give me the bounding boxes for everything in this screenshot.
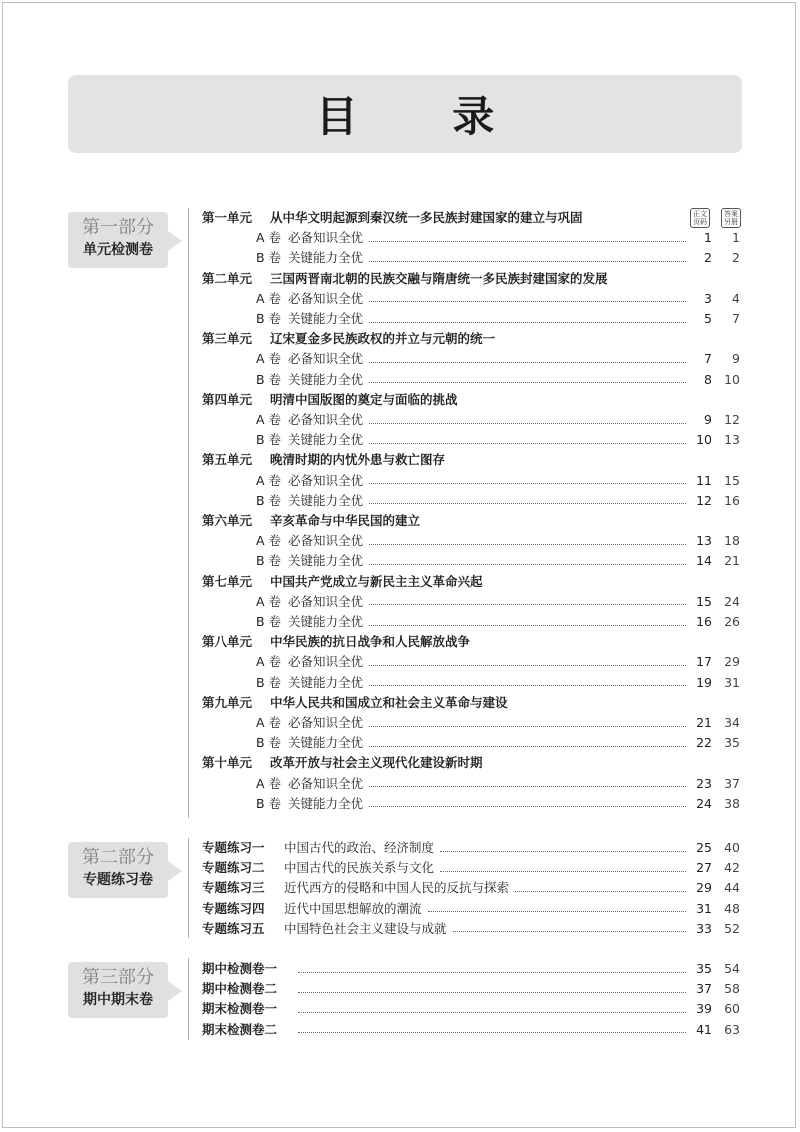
leader-dots (369, 423, 686, 424)
answer-page-number: 52 (724, 920, 740, 936)
volume-tag: B 卷 (256, 735, 282, 751)
leader-dots (453, 931, 686, 932)
leader-dots (369, 786, 686, 787)
topic-tag: 专题练习三 (202, 880, 265, 896)
topic-tag: 专题练习一 (202, 840, 265, 855)
leader-dots (298, 992, 686, 993)
topic-title: 中国古代的政治、经济制度 (284, 840, 435, 855)
leader-dots (369, 382, 686, 383)
page-number: 2 (704, 250, 712, 266)
toc-entry[interactable] (202, 309, 740, 329)
topic-title: 中国特色社会主义建设与成就 (284, 920, 447, 936)
answer-page-number: 21 (724, 553, 740, 569)
volume-tag: A 卷 (256, 351, 282, 367)
entry-label: 关键能力全优 (288, 795, 364, 811)
part-label-1 (68, 212, 168, 268)
entry-label: 关键能力全优 (288, 371, 364, 387)
volume-tag: A 卷 (256, 775, 282, 791)
toc-entry[interactable] (202, 713, 740, 733)
unit-tag: 第六单元 (202, 513, 253, 528)
answer-page-number: 9 (732, 351, 740, 367)
toc-entry[interactable] (202, 652, 740, 672)
exam-tag: 期中检测卷二 (202, 981, 278, 997)
unit-heading[interactable] (202, 329, 740, 349)
page-number: 27 (696, 860, 712, 876)
toc-entry[interactable] (202, 531, 740, 551)
answer-page-number: 13 (724, 432, 740, 448)
page-number: 8 (704, 371, 712, 387)
page-number: 29 (696, 880, 712, 896)
entry-label: 关键能力全优 (288, 492, 364, 508)
volume-tag: A 卷 (256, 715, 282, 730)
page-number: 22 (696, 735, 712, 751)
part-subtitle: 单元检测卷 (83, 242, 153, 258)
leader-dots (298, 972, 686, 973)
page-number: 5 (704, 311, 712, 326)
answer-page-number: 10 (724, 371, 740, 387)
entry-label: 关键能力全优 (288, 553, 364, 569)
leader-dots (369, 746, 686, 747)
exam-tag: 期中检测卷一 (202, 961, 278, 976)
page-number: 19 (696, 674, 712, 690)
unit-heading[interactable] (202, 269, 740, 289)
unit-heading[interactable] (202, 693, 740, 713)
answer-page-number: 37 (724, 775, 740, 791)
toc-entry[interactable] (202, 248, 740, 268)
answer-page-number: 31 (724, 674, 740, 690)
page-number: 11 (696, 472, 712, 488)
page-number: 17 (696, 654, 712, 670)
answer-page-number: 63 (724, 1021, 740, 1037)
leader-dots (369, 665, 686, 666)
answer-page-number: 26 (724, 614, 740, 629)
unit-tag: 第四单元 (202, 391, 253, 407)
leader-dots (440, 871, 686, 872)
volume-tag: B 卷 (256, 553, 282, 569)
toc-entry[interactable] (202, 370, 740, 390)
toc-entry[interactable] (202, 774, 740, 794)
page-number: 7 (704, 351, 712, 367)
answer-page-number: 58 (724, 981, 740, 997)
unit-title: 中华人民共和国成立和社会主义革命与建设 (270, 694, 508, 710)
text-page-header-badge: 正文页码 (690, 208, 710, 228)
leader-dots (369, 726, 686, 727)
page-number: 1 (704, 230, 712, 246)
leader-dots (369, 322, 686, 323)
topic-tag: 专题练习五 (202, 920, 265, 936)
answer-page-number: 38 (724, 795, 740, 811)
unit-title: 辽宋夏金多民族政权的并立与元朝的统一 (270, 331, 496, 347)
volume-tag: B 卷 (256, 311, 282, 326)
exam-entry[interactable] (202, 979, 740, 999)
unit-title: 中华民族的抗日战争和人民解放战争 (270, 634, 471, 650)
part-label-3 (68, 962, 168, 1018)
unit-title: 从中华文明起源到秦汉统一多民族封建国家的建立与巩固 (270, 210, 583, 225)
entry-label: 必备知识全优 (288, 654, 364, 670)
topic-entry[interactable] (202, 919, 740, 939)
topic-title: 中国古代的民族关系与文化 (284, 860, 435, 876)
leader-dots (428, 911, 686, 912)
unit-heading[interactable] (202, 450, 740, 470)
unit-heading[interactable] (202, 572, 740, 592)
page-number: 35 (696, 961, 712, 976)
page-number: 41 (696, 1021, 712, 1037)
answer-page-number: 7 (732, 311, 740, 326)
title-banner (68, 75, 742, 153)
part-name: 第二部分 (82, 847, 154, 868)
answer-page-number: 44 (724, 880, 740, 896)
topic-tag: 专题练习四 (202, 900, 265, 916)
page-number: 10 (696, 432, 712, 448)
unit-title: 中国共产党成立与新民主主义革命兴起 (270, 573, 483, 589)
entry-label: 关键能力全优 (288, 311, 364, 326)
page-number: 16 (696, 614, 712, 629)
topic-title: 近代中国思想解放的潮流 (284, 900, 422, 916)
page-number: 23 (696, 775, 712, 791)
answer-page-number: 15 (724, 472, 740, 488)
toc-entry[interactable] (202, 551, 740, 571)
page-title: 目 录 (315, 92, 535, 141)
unit-heading[interactable] (202, 208, 740, 228)
topic-entry[interactable] (202, 858, 740, 878)
entry-label: 必备知识全优 (288, 412, 364, 427)
volume-tag: A 卷 (256, 230, 282, 246)
answer-page-number: 16 (724, 492, 740, 508)
volume-tag: B 卷 (256, 674, 282, 690)
answer-page-number: 2 (732, 250, 740, 266)
leader-dots (369, 241, 686, 242)
unit-title: 辛亥革命与中华民国的建立 (270, 513, 421, 528)
volume-tag: B 卷 (256, 250, 282, 266)
answer-page-number: 35 (724, 735, 740, 751)
unit-heading[interactable] (202, 511, 740, 531)
toc-entry[interactable] (202, 471, 740, 491)
unit-tag: 第八单元 (202, 634, 253, 650)
answer-page-number: 42 (724, 860, 740, 876)
leader-dots (369, 806, 686, 807)
answer-page-number: 12 (724, 412, 740, 427)
leader-dots (369, 362, 686, 363)
entry-label: 必备知识全优 (288, 715, 364, 730)
leader-dots (369, 483, 686, 484)
volume-tag: A 卷 (256, 533, 282, 549)
unit-tag: 第一单元 (202, 210, 253, 225)
leader-dots (515, 891, 686, 892)
unit-tag: 第九单元 (202, 694, 253, 710)
answer-page-number: 24 (724, 593, 740, 609)
exam-entry[interactable] (202, 999, 740, 1019)
leader-dots (440, 851, 686, 852)
leader-dots (369, 604, 686, 605)
toc-entry[interactable] (202, 612, 740, 632)
volume-tag: A 卷 (256, 472, 282, 488)
entry-label: 必备知识全优 (288, 533, 364, 549)
entry-label: 必备知识全优 (288, 290, 364, 306)
unit-tag: 第七单元 (202, 573, 253, 589)
section-divider-3 (188, 958, 189, 1040)
toc-entry[interactable] (202, 349, 740, 369)
topic-entry[interactable] (202, 899, 740, 919)
entry-label: 关键能力全优 (288, 250, 364, 266)
volume-tag: A 卷 (256, 654, 282, 670)
leader-dots (369, 685, 686, 686)
leader-dots (298, 1012, 686, 1013)
unit-title: 晚清时期的内忧外患与救亡图存 (270, 452, 446, 468)
answer-page-number: 4 (732, 290, 740, 306)
topic-entry[interactable] (202, 838, 740, 858)
entry-label: 必备知识全优 (288, 230, 364, 246)
leader-dots (369, 544, 686, 545)
entry-label: 关键能力全优 (288, 674, 364, 690)
exam-entry[interactable] (202, 1020, 740, 1040)
unit-title: 明清中国版图的奠定与面临的挑战 (270, 391, 458, 407)
page-number: 39 (696, 1001, 712, 1017)
entry-label: 必备知识全优 (288, 775, 364, 791)
section-divider-2 (188, 838, 189, 938)
leader-dots (369, 261, 686, 262)
topic-tag: 专题练习二 (202, 860, 265, 876)
answer-page-number: 48 (724, 900, 740, 916)
entry-label: 关键能力全优 (288, 432, 364, 448)
page-number: 25 (696, 840, 712, 855)
volume-tag: A 卷 (256, 593, 282, 609)
unit-tag: 第二单元 (202, 270, 253, 286)
page-number: 24 (696, 795, 712, 811)
page-number: 15 (696, 593, 712, 609)
unit-title: 三国两晋南北朝的民族交融与隋唐统一多民族封建国家的发展 (270, 270, 608, 286)
part-name: 第一部分 (82, 217, 154, 238)
volume-tag: A 卷 (256, 290, 282, 306)
unit-title: 改革开放与社会主义现代化建设新时期 (270, 755, 483, 771)
toc-entry[interactable] (202, 430, 740, 450)
leader-dots (369, 625, 686, 626)
unit-tag: 第十单元 (202, 755, 253, 771)
toc-entry[interactable] (202, 410, 740, 430)
entry-label: 必备知识全优 (288, 593, 364, 609)
page-number: 37 (696, 981, 712, 997)
part-name: 第三部分 (82, 967, 154, 988)
page-number: 31 (696, 900, 712, 916)
section-divider-1 (188, 208, 189, 818)
answer-page-number: 60 (724, 1001, 740, 1017)
exam-tag: 期末检测卷二 (202, 1021, 278, 1037)
page-number: 33 (696, 920, 712, 936)
part-label-2 (68, 842, 168, 898)
volume-tag: B 卷 (256, 492, 282, 508)
answer-page-number: 1 (732, 230, 740, 246)
topic-entry[interactable] (202, 878, 740, 898)
answer-page-header-badge: 答案另册 (721, 208, 741, 228)
unit-tag: 第三单元 (202, 331, 253, 347)
answer-page-number: 29 (724, 654, 740, 670)
volume-tag: B 卷 (256, 371, 282, 387)
entry-label: 关键能力全优 (288, 614, 364, 629)
entry-label: 必备知识全优 (288, 351, 364, 367)
entry-label: 必备知识全优 (288, 472, 364, 488)
page-number: 14 (696, 553, 712, 569)
exam-tag: 期末检测卷一 (202, 1001, 278, 1017)
volume-tag: A 卷 (256, 412, 282, 427)
answer-page-number: 54 (724, 961, 740, 976)
toc-entry[interactable] (202, 673, 740, 693)
entry-label: 关键能力全优 (288, 735, 364, 751)
leader-dots (369, 564, 686, 565)
answer-page-number: 34 (724, 715, 740, 730)
page-number: 12 (696, 492, 712, 508)
answer-page-number: 40 (724, 840, 740, 855)
page-number: 3 (704, 290, 712, 306)
toc-entry[interactable] (202, 289, 740, 309)
part-subtitle: 期中期末卷 (83, 992, 153, 1008)
unit-heading[interactable] (202, 753, 740, 773)
leader-dots (369, 301, 686, 302)
toc-entry[interactable] (202, 228, 740, 248)
volume-tag: B 卷 (256, 795, 282, 811)
page-number: 21 (696, 715, 712, 730)
topic-title: 近代西方的侵略和中国人民的反抗与探索 (284, 880, 510, 896)
volume-tag: B 卷 (256, 432, 282, 448)
answer-page-number: 18 (724, 533, 740, 549)
leader-dots (298, 1032, 686, 1033)
leader-dots (369, 503, 686, 504)
leader-dots (369, 443, 686, 444)
toc-entry[interactable] (202, 733, 740, 753)
toc-entry[interactable] (202, 491, 740, 511)
unit-tag: 第五单元 (202, 452, 253, 468)
part-subtitle: 专题练习卷 (83, 872, 153, 888)
unit-heading[interactable] (202, 390, 740, 410)
toc-entry[interactable] (202, 794, 740, 814)
page-number: 13 (696, 533, 712, 549)
toc-entry[interactable] (202, 592, 740, 612)
page-number: 9 (704, 412, 712, 427)
volume-tag: B 卷 (256, 614, 282, 629)
exam-entry[interactable] (202, 959, 740, 979)
unit-heading[interactable] (202, 632, 740, 652)
